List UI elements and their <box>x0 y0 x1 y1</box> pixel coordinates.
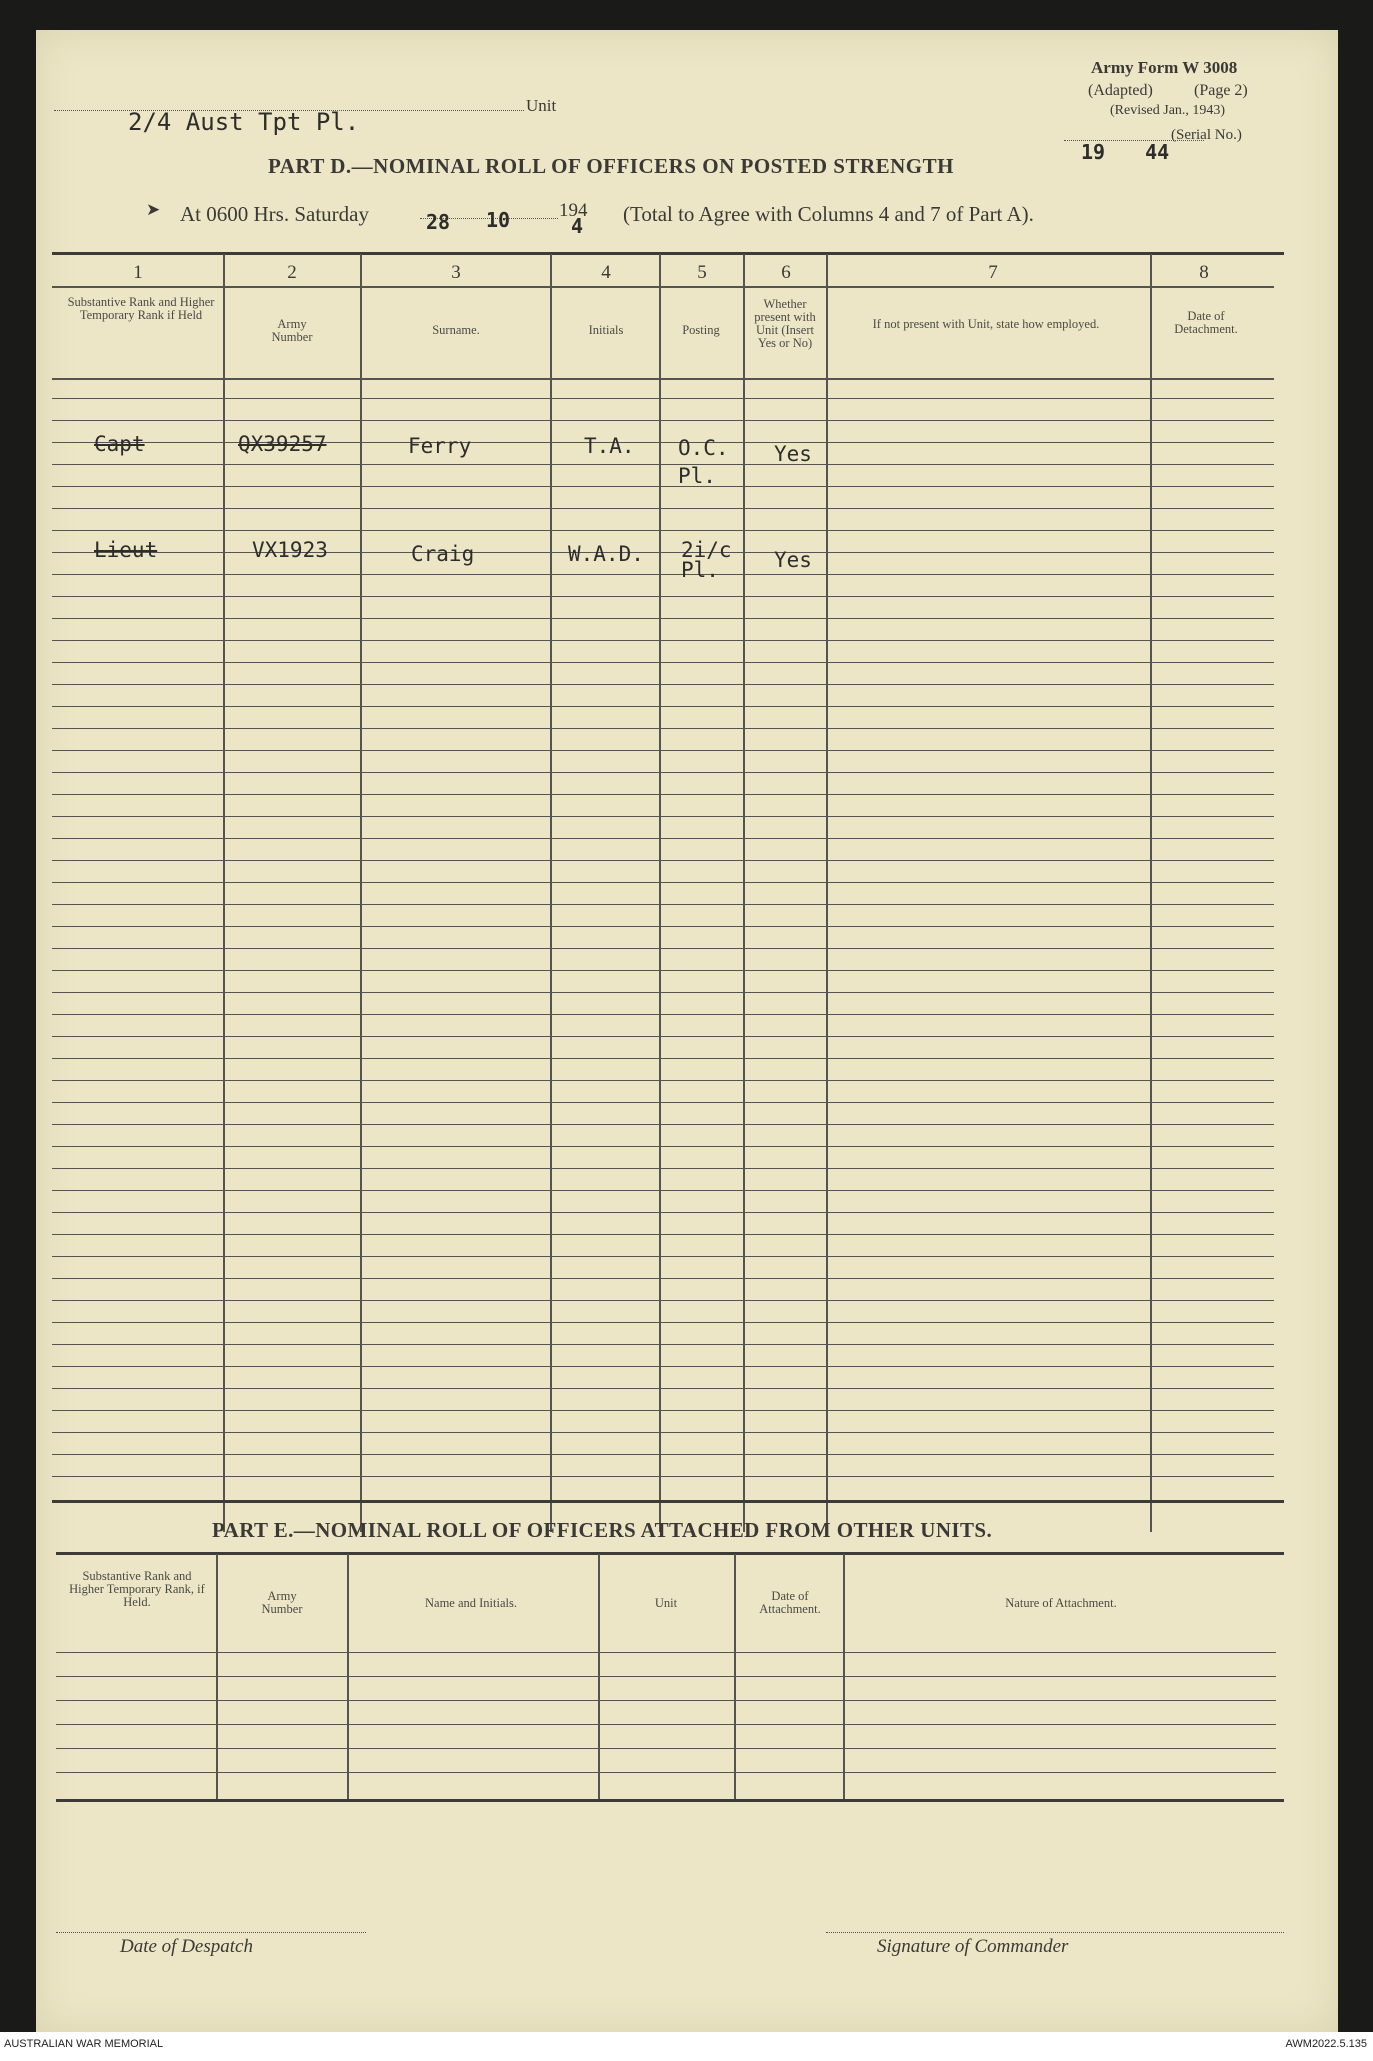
part-d-top-rule <box>52 252 1284 255</box>
ruled-line <box>52 662 1274 663</box>
at-label: At 0600 Hrs. Saturday <box>180 202 369 226</box>
part-d-col-divider <box>1150 254 1152 1532</box>
footer-right: AWM2022.5.135 <box>1285 2038 1367 2050</box>
ruled-line <box>52 1234 1274 1235</box>
ruled-line <box>52 1014 1274 1015</box>
row-1-army-number: QX39257 <box>238 432 327 456</box>
ruled-line <box>52 1124 1274 1125</box>
row-2-surname: Craig <box>411 542 475 566</box>
part-d-col-divider <box>223 254 225 1532</box>
ruled-line <box>52 706 1274 707</box>
part-d-header-rule <box>52 378 1274 380</box>
ruled-line <box>52 1476 1274 1477</box>
row-2-army-number: VX1923 <box>252 538 328 562</box>
ruled-line <box>52 860 1274 861</box>
row-1-posting: O.C. Pl. <box>678 436 729 488</box>
ruled-line <box>56 1652 1276 1653</box>
ruled-line <box>52 816 1274 817</box>
part-d-title: PART D.—NOMINAL ROLL OF OFFICERS ON POSTED STRENGTH <box>268 154 954 178</box>
part-d-col-divider <box>743 254 745 1532</box>
commander-signature-label: Signature of Commander <box>877 1936 1069 1957</box>
ruled-line <box>52 904 1274 905</box>
ruled-line <box>52 1212 1274 1213</box>
ruled-line <box>52 420 1274 421</box>
archive-footer <box>0 2032 1373 2061</box>
ruled-line <box>52 970 1274 971</box>
part-d-col-divider <box>826 254 828 1532</box>
row-1-rank: Capt <box>94 432 145 456</box>
unit-label: Unit <box>526 96 557 115</box>
ruled-line <box>52 618 1274 619</box>
part-d-col-number: 3 <box>451 262 461 283</box>
ruled-line <box>56 1772 1276 1773</box>
ruled-line <box>52 1036 1274 1037</box>
part-e-bottom-rule <box>56 1799 1284 1802</box>
ruled-line <box>56 1676 1276 1677</box>
despatch-dotted-line <box>56 1928 366 1933</box>
part-e-col-header: Substantive Rank and Higher Temporary Rank, if Held. <box>69 1569 205 1609</box>
form-revised: (Revised Jan., 1943) <box>1110 103 1226 118</box>
part-d-bottom-rule <box>52 1500 1284 1503</box>
row-1-surname: Ferry <box>408 434 472 458</box>
form-id: Army Form W 3008 <box>1091 58 1238 77</box>
ruled-line <box>52 1146 1274 1147</box>
form-page-number: (Page 2) <box>1194 82 1248 99</box>
ruled-line <box>52 684 1274 685</box>
part-d-col-header: Whether present with Unit (Insert Yes or No) <box>754 297 816 350</box>
unit-value: 2/4 Aust Tpt Pl. <box>128 108 360 136</box>
ruled-line <box>52 508 1274 509</box>
part-d-number-rule <box>52 286 1274 288</box>
serial-value: 19 44 <box>1081 140 1170 164</box>
ruled-line <box>52 1190 1274 1191</box>
ruled-line <box>52 1322 1274 1323</box>
total-note: (Total to Agree with Columns 4 and 7 of Part A). <box>623 202 1034 226</box>
part-e-col-header: Unit <box>654 1596 678 1610</box>
ruled-line <box>52 772 1274 773</box>
ruled-line <box>52 948 1274 949</box>
footer-left: AUSTRALIAN WAR MEMORIAL <box>4 2038 164 2050</box>
form-adapted: (Adapted) <box>1088 82 1153 99</box>
part-d-col-header: Substantive Rank and Higher Temporary Rank if Held <box>67 295 215 322</box>
ruled-line <box>52 640 1274 641</box>
despatch-label: Date of Despatch <box>120 1936 253 1957</box>
ruled-line <box>52 750 1274 751</box>
part-d-col-number: 2 <box>287 262 297 283</box>
part-d-col-header: Posting <box>682 323 720 337</box>
arrow-icon: ➤ <box>146 200 161 219</box>
row-2-rank: Lieut <box>94 538 158 562</box>
part-d-col-number: 8 <box>1199 262 1209 283</box>
ruled-line <box>52 1080 1274 1081</box>
ruled-line <box>52 1344 1274 1345</box>
ruled-line <box>56 1724 1276 1725</box>
ruled-line <box>52 442 1274 443</box>
ruled-line <box>52 1388 1274 1389</box>
row-1-present: Yes <box>774 442 812 466</box>
part-d-col-number: 7 <box>988 262 998 283</box>
row-2-present: Yes <box>774 548 812 572</box>
part-e-title: PART E.—NOMINAL ROLL OF OFFICERS ATTACHED FROM OTHER UNITS. <box>212 1518 993 1542</box>
part-e-col-header: Date of Attachment. <box>759 1589 821 1616</box>
part-d-col-header: Date of Detachment. <box>1174 309 1238 336</box>
serial-label: (Serial No.) <box>1171 127 1242 143</box>
row-1-initials: T.A. <box>584 434 635 458</box>
date-year-typed: 4 <box>571 214 584 238</box>
ruled-line <box>52 464 1274 465</box>
ruled-line <box>52 1278 1274 1279</box>
part-d-col-header: If not present with Unit, state how employed. <box>872 317 1100 331</box>
ruled-line <box>52 596 1274 597</box>
ruled-line <box>52 1432 1274 1433</box>
ruled-line <box>52 926 1274 927</box>
ruled-line <box>52 728 1274 729</box>
part-d-col-divider <box>659 254 661 1532</box>
part-d-col-number: 5 <box>697 262 707 283</box>
ruled-line <box>52 398 1274 399</box>
date-day: 28 <box>426 210 451 234</box>
part-d-col-divider <box>360 254 362 1532</box>
date-month: 10 <box>486 208 511 232</box>
ruled-line <box>52 1168 1274 1169</box>
form-page <box>36 30 1338 2032</box>
ruled-line <box>52 838 1274 839</box>
ruled-line <box>52 794 1274 795</box>
row-2-posting: 2i/c Pl. <box>681 538 732 582</box>
ruled-line <box>52 882 1274 883</box>
ruled-line <box>56 1700 1276 1701</box>
commander-dotted-line <box>826 1928 1284 1933</box>
ruled-line <box>52 1058 1274 1059</box>
ruled-line <box>52 992 1274 993</box>
date-year-printed: 194 <box>559 200 588 221</box>
part-e-col-header: Name and Initials. <box>425 1596 517 1610</box>
ruled-line <box>52 1366 1274 1367</box>
ruled-line <box>52 1454 1274 1455</box>
part-d-col-number: 4 <box>601 262 611 283</box>
part-e-top-rule <box>56 1552 1284 1555</box>
part-d-col-divider <box>550 254 552 1532</box>
part-e-col-header: Army Number <box>261 1589 303 1616</box>
ruled-line <box>52 1256 1274 1257</box>
part-d-col-number: 1 <box>133 262 143 283</box>
ruled-line <box>52 1300 1274 1301</box>
ruled-line <box>52 530 1274 531</box>
part-d-col-number: 6 <box>781 262 791 283</box>
part-d-col-header: Surname. <box>432 323 480 337</box>
part-d-col-header: Army Number <box>271 317 313 344</box>
ruled-line <box>52 574 1274 575</box>
ruled-line <box>52 552 1274 553</box>
ruled-line <box>56 1748 1276 1749</box>
ruled-line <box>52 1410 1274 1411</box>
ruled-line <box>52 486 1274 487</box>
row-2-initials: W.A.D. <box>568 542 644 566</box>
part-e-col-header: Nature of Attachment. <box>1005 1596 1117 1610</box>
part-d-col-header: Initials <box>588 323 624 337</box>
ruled-line <box>52 1102 1274 1103</box>
